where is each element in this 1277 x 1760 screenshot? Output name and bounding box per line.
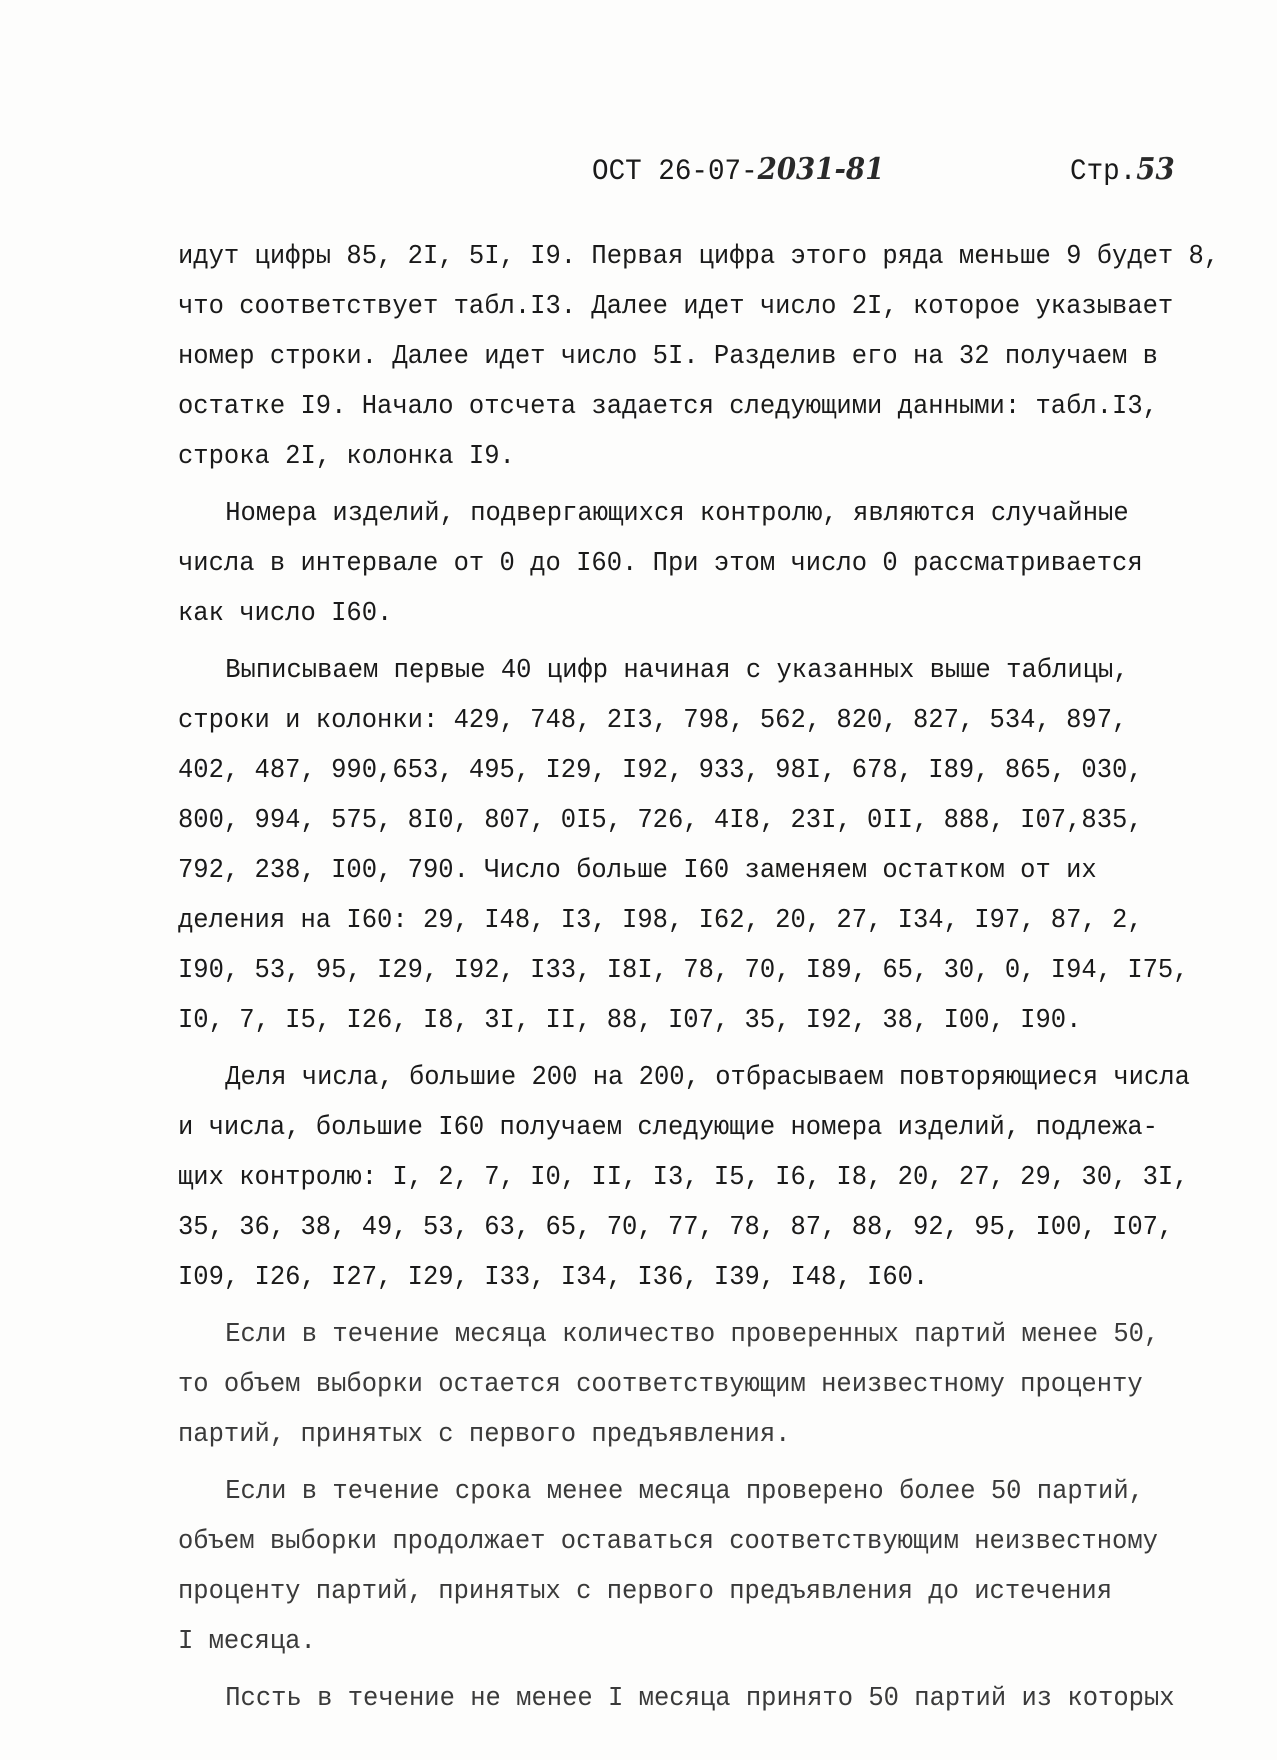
text-line: I09, I26, I27, I29, I33, I34, I36, I39, I48, I60.	[178, 1263, 929, 1293]
text-line: Выписываем первые 40 цифр начиная с указанных выше таблицы,	[225, 656, 1129, 686]
text-line: 800, 994, 575, 8I0, 807, 0I5, 726, 4I8, 23I, 0II, 888, I07,835,	[178, 806, 1143, 836]
text-line: 35, 36, 38, 49, 53, 63, 65, 70, 77, 78, 87, 88, 92, 95, I00, I07,	[178, 1213, 1174, 1243]
text-line: Номера изделий, подвергающихся контролю, являются случайные	[225, 499, 1129, 529]
standard-prefix: ОСТ 26-07-	[592, 155, 758, 189]
text-line: I месяца.	[178, 1627, 316, 1657]
text-line: идут цифры 85, 2I, 5I, I9. Первая цифра этого ряда меньше 9 будет 8,	[178, 242, 1220, 272]
text-line: I90, 53, 95, I29, I92, I33, I8I, 78, 70, I89, 65, 30, 0, I94, I75,	[178, 956, 1189, 986]
text-line: проценту партий, принятых с первого предъявления до истечения	[178, 1577, 1113, 1607]
page-prefix: Стр.	[1070, 155, 1137, 189]
page-number	[1070, 152, 1175, 189]
text-line: щих контролю: I, 2, 7, I0, II, I3, I5, I6, I8, 20, 27, 29, 30, 3I,	[178, 1163, 1189, 1193]
text-line: Если в течение срока менее месяца проверено более 50 партий,	[225, 1477, 1144, 1507]
standard-number	[592, 152, 884, 189]
text-line: строки и колонки: 429, 748, 2I3, 798, 562, 820, 827, 534, 897,	[178, 706, 1128, 736]
page-handwritten-number: 53	[1136, 152, 1175, 187]
text-line: объем выборки продолжает оставаться соответствующим неизвестному	[178, 1527, 1158, 1557]
text-line: как число I60.	[178, 599, 393, 629]
text-line: строка 2I, колонка I9.	[178, 442, 515, 472]
text-line: остатке I9. Начало отсчета задается следующими данными: табл.I3,	[178, 392, 1158, 422]
text-line: Если в течение месяца количество проверенных партий менее 50,	[225, 1320, 1160, 1350]
text-line: что соответствует табл.I3. Далее идет число 2I, которое указывает	[178, 292, 1174, 322]
text-line: номер строки. Далее идет число 5I. Разделив его на 32 получаем в	[178, 342, 1158, 372]
text-line: Деля числа, большие 200 на 200, отбрасываем повторяющиеся числа	[225, 1063, 1190, 1093]
text-line: числа в интервале от 0 до I60. При этом число 0 рассматривается	[178, 549, 1143, 579]
text-line: то объем выборки остается соответствующим неизвестному проценту	[178, 1370, 1143, 1400]
body-text	[178, 232, 1238, 1724]
text-line: I0, 7, I5, I26, I8, 3I, II, 88, I07, 35, I92, 38, I00, I90.	[178, 1006, 1082, 1036]
text-line: 402, 487, 990,653, 495, I29, I92, 933, 98I, 678, I89, 865, 030,	[178, 756, 1143, 786]
text-line: и числа, большие I60 получаем следующие номера изделий, подлежа-	[178, 1113, 1158, 1143]
text-line: 792, 238, I00, 790. Число больше I60 заменяем остатком от их	[178, 856, 1097, 886]
standard-handwritten-number: 2031-81	[757, 152, 885, 187]
text-line: деления на I60: 29, I48, I3, I98, I62, 20, 27, I34, I97, 87, 2,	[178, 906, 1143, 936]
text-line: Пссть в течение не менее I месяца принято 50 партий из которых	[225, 1684, 1175, 1714]
text-line: партий, принятых с первого предъявления.	[178, 1420, 791, 1450]
